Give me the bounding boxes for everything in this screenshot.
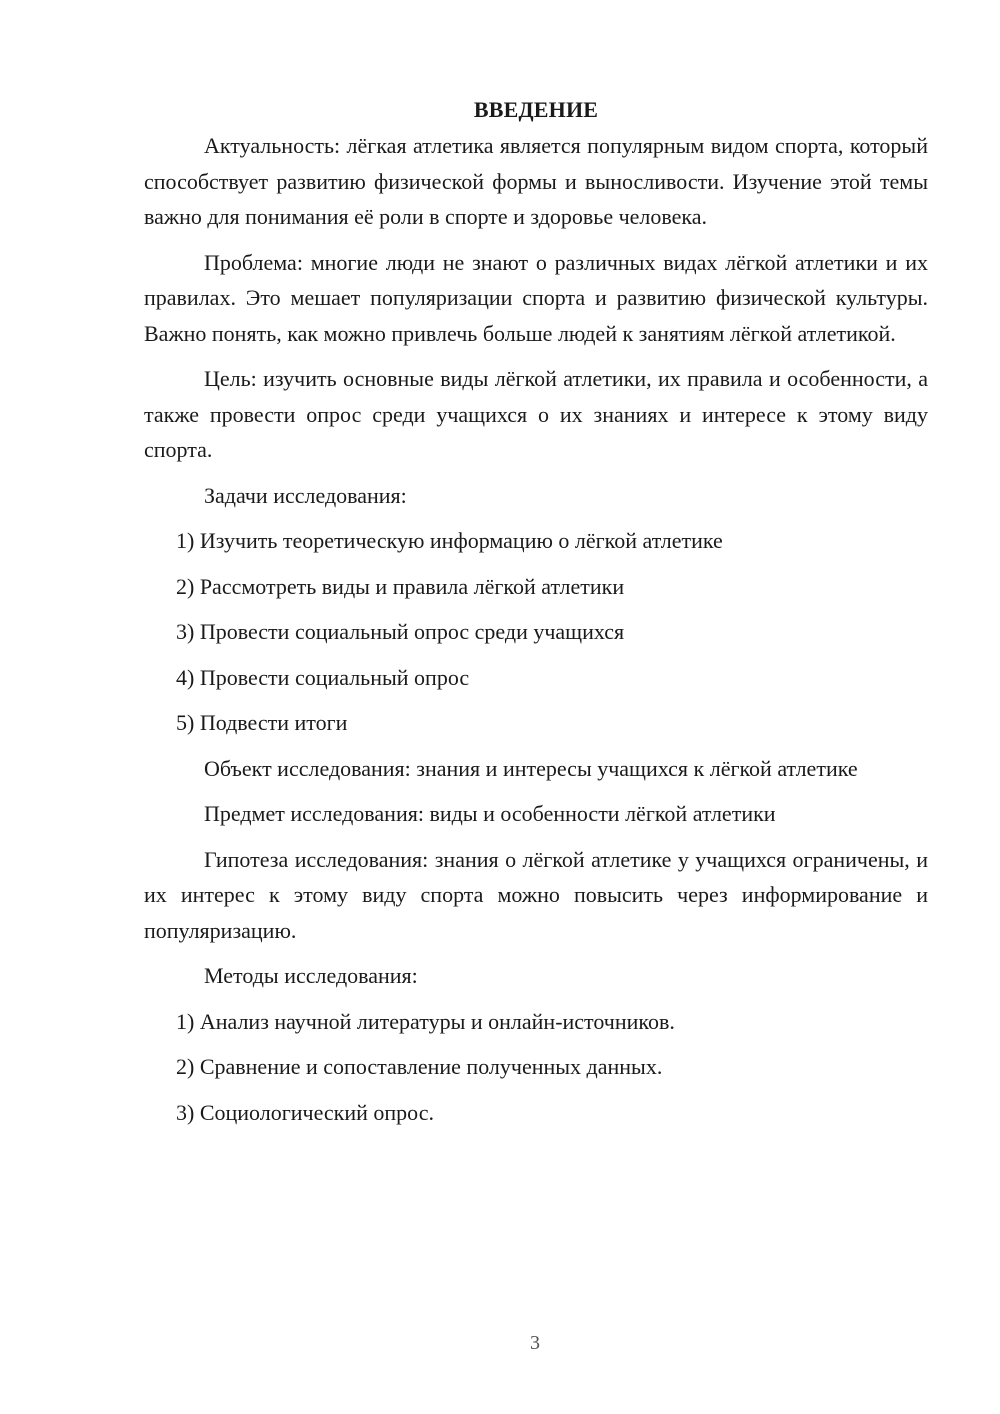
task-item: 3) Провести социальный опрос среди учащихся: [176, 619, 625, 644]
task-item: 1) Изучить теоретическую информацию о лёгкой атлетике: [176, 528, 723, 553]
goal-paragraph: Цель: изучить основные виды лёгкой атлетики, их правила и особенности, а также провести опрос среди учащихся о их знаниях и интересе к этому виду спорта.: [144, 366, 928, 462]
methods-heading: Методы исследования:: [204, 963, 418, 988]
section-title: ВВЕДЕНИЕ: [473, 97, 599, 122]
task-item: 2) Рассмотреть виды и правила лёгкой атлетики: [176, 573, 625, 599]
hypothesis-paragraph: Гипотеза исследования: знания о лёгкой атлетике у учащихся ограничены, и их интерес к этому виду спорта можно повысить через информирование и популяризацию.: [144, 846, 928, 943]
page-number: 3: [530, 1332, 540, 1354]
methods-list: [144, 1004, 928, 1131]
task-item: 5) Подвести итоги: [176, 710, 348, 735]
tasks-heading: Задачи исследования:: [204, 482, 407, 508]
relevance-paragraph: Актуальность: лёгкая атлетика является популярным видом спорта, который способствует развитию физической формы и выносливости. Изучение этой темы важно для понимания её роли в спорте и здоровье человека.: [144, 133, 928, 229]
method-item: 1) Анализ научной литературы и онлайн-источников.: [176, 1008, 675, 1034]
subject-paragraph: Предмет исследования: виды и особенности лёгкой атлетики: [204, 801, 776, 826]
document-page: [144, 94, 928, 1140]
method-item: 2) Сравнение и сопоставление полученных данных.: [176, 1054, 663, 1079]
object-paragraph: Объект исследования: знания и интересы учащихся к лёгкой атлетике: [204, 755, 858, 781]
problem-paragraph: Проблема: многие люди не знают о различных видах лёгкой атлетики и их правилах. Это мешает популяризации спорта и развитию физической культуры. Важно понять, как можно привлечь больше людей к занятиям лёгкой атлетикой.: [144, 249, 928, 346]
tasks-list: [144, 523, 928, 741]
task-item: 4) Провести социальный опрос: [176, 664, 470, 690]
method-item: 3) Социологический опрос.: [176, 1099, 434, 1125]
